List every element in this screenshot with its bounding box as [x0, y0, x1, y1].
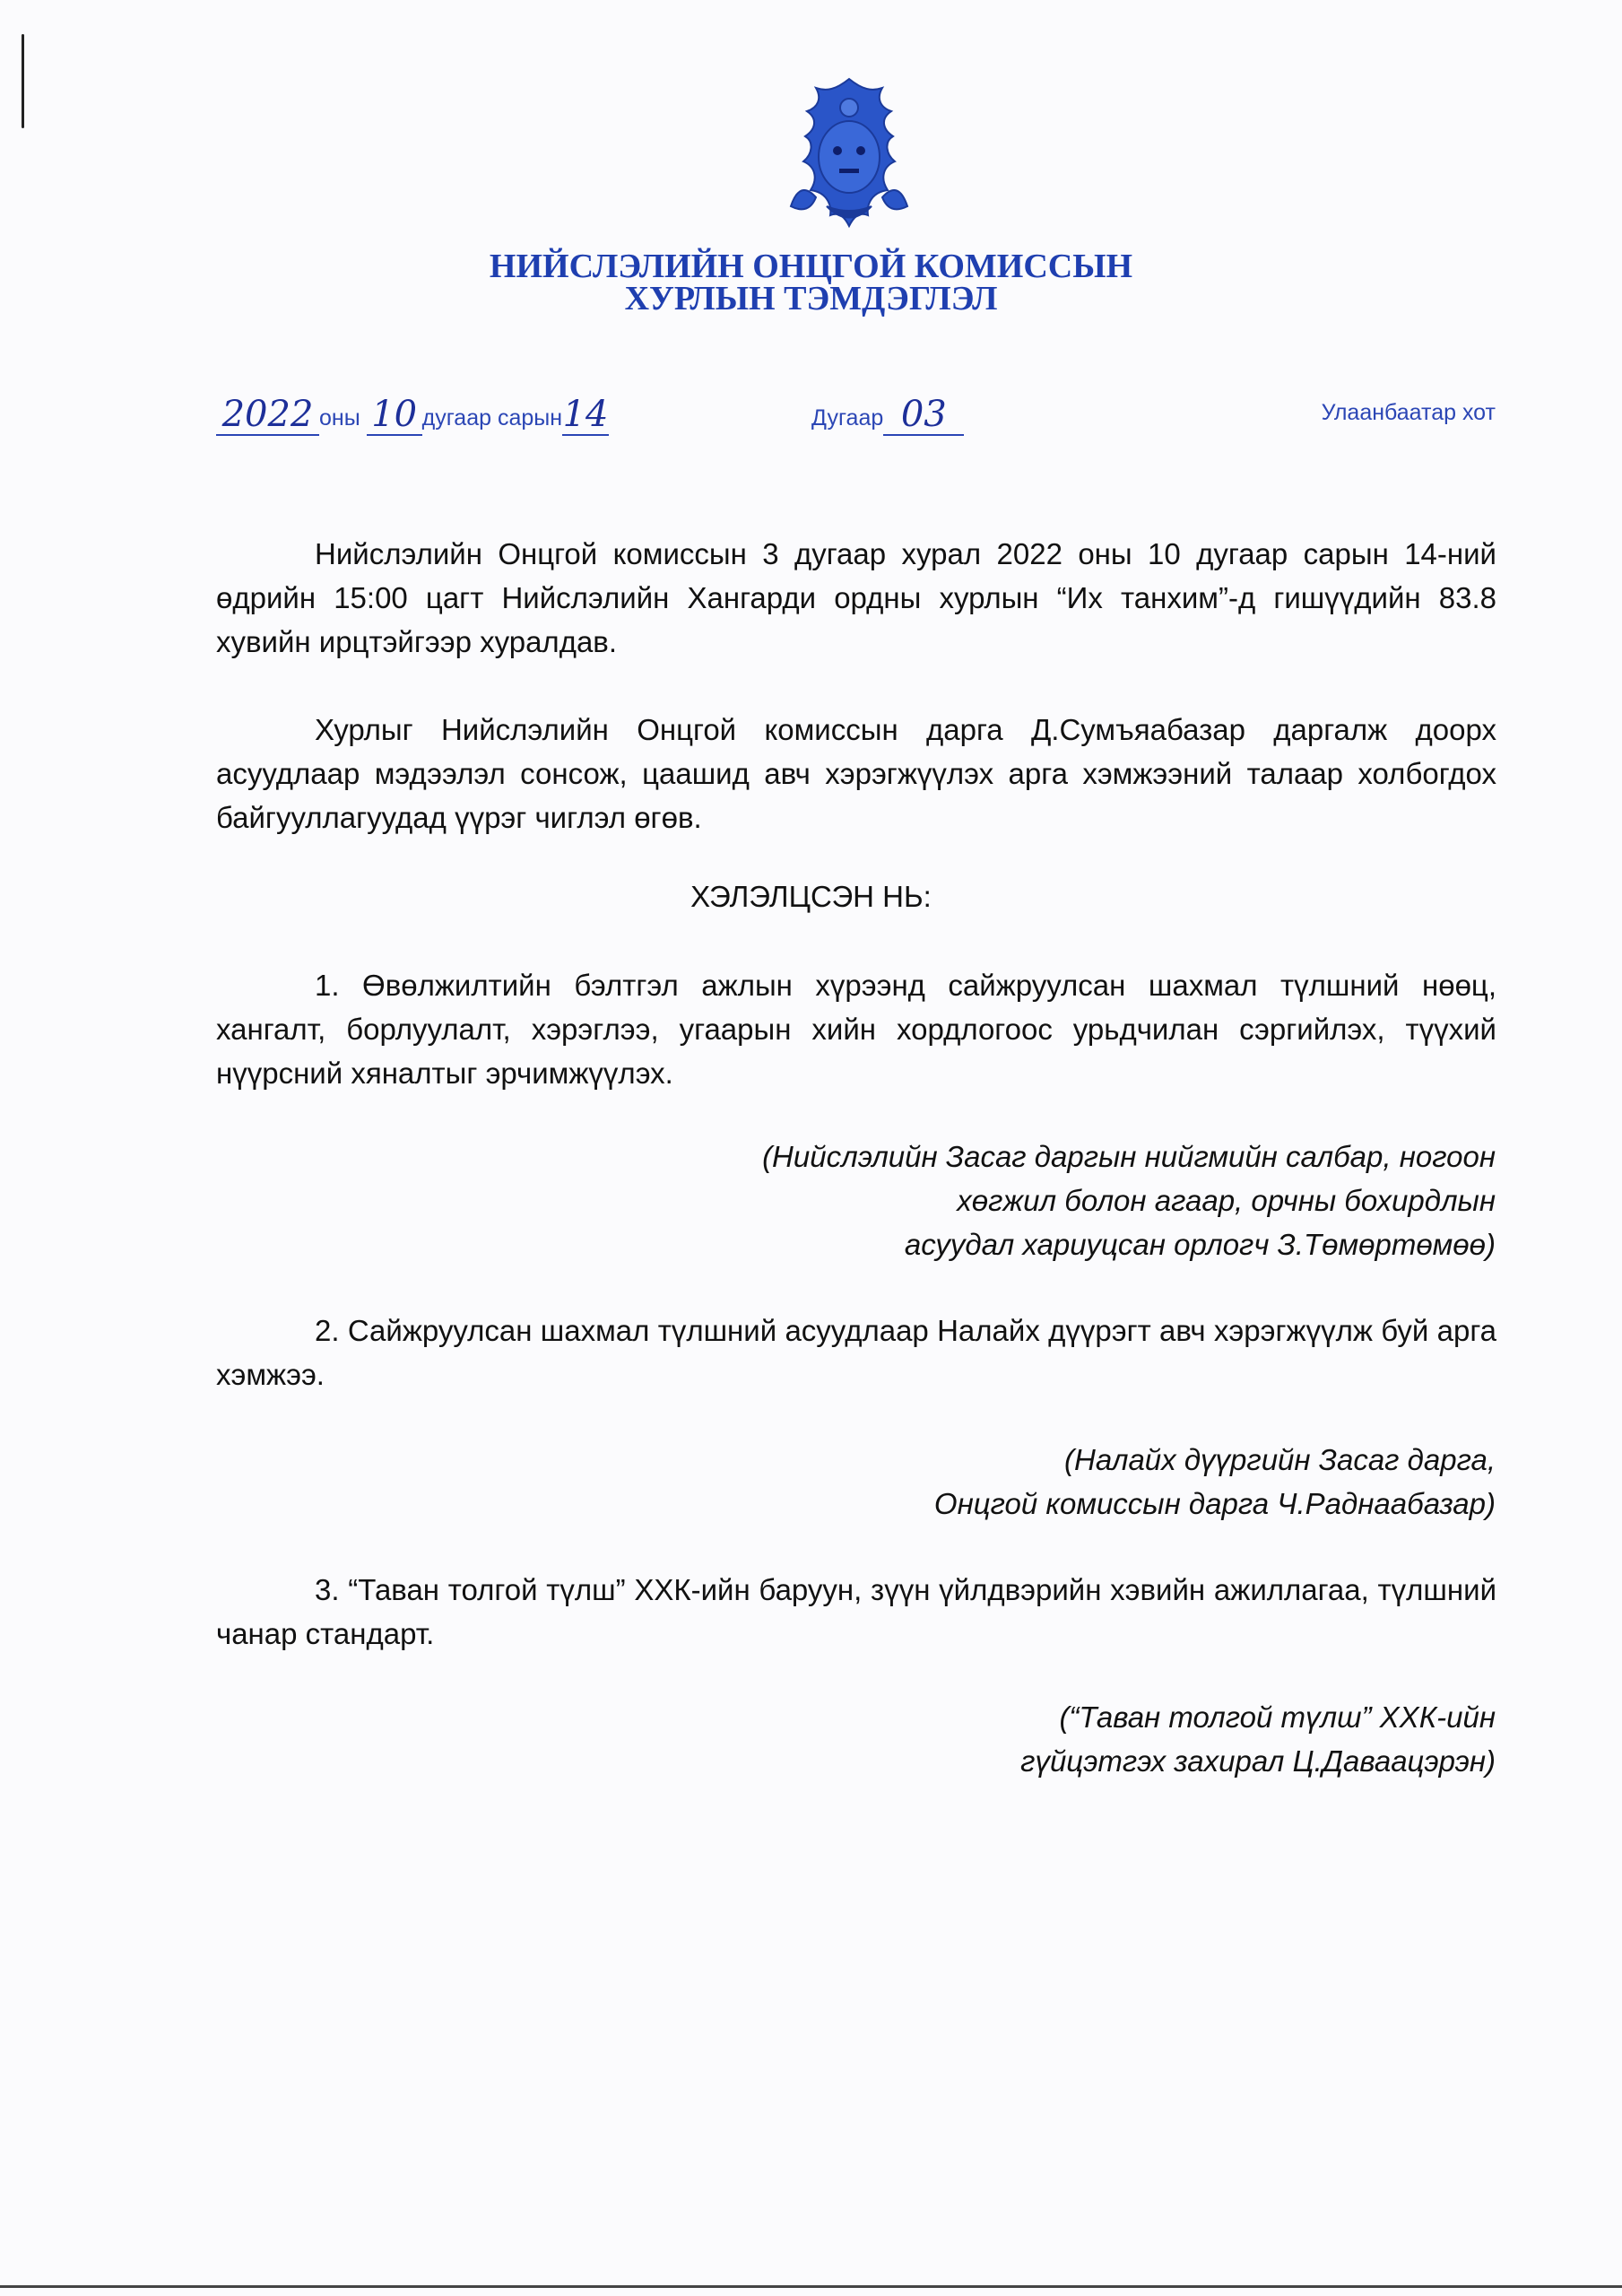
number-line	[811, 395, 964, 439]
date-month: 10	[367, 395, 422, 436]
page-bottom-edge	[0, 2285, 1622, 2288]
responsible-1: (Нийслэлийн Засаг даргын нийгмийн салбар, ногоон хөгжил болон агаар, орчны бохирдлын асуудал хариуцсан орлогч З.Төмөртөмөө)	[762, 1140, 1496, 1261]
year-suffix: оны	[319, 405, 360, 430]
state-emblem-icon	[773, 72, 925, 242]
responsible-3: (“Таван толгой түлш” ХХК-ийн гүйцэтгэх захирал Ц.Даваацэрэн)	[1020, 1700, 1496, 1778]
month-suffix: дугаар сарын	[421, 405, 563, 430]
org-title-line1: НИЙСЛЭЛИЙН ОНЦГОЙ КОМИССЫН	[489, 248, 1133, 285]
paragraph-intro: Нийслэлийн Онцгой комиссын 3 дугаар хурал 2022 оны 10 дугаар сарын 14-ний өдрийн 15:00 цагт Нийслэлийн Хангарди ордны хурлын “Их танхим”-д гишүүдийн 83.8 хувийн ирцтэйгээр хуралдав.	[216, 537, 1496, 658]
staple-mark	[22, 34, 24, 128]
agenda-item-1: 1. Өвөлжилтийн бэлтгэл ажлын хүрээнд сайжруулсан шахмал түлшний нөөц, хангалт, борлуулалт, хэрэглээ, угаарын хийн хордлогоос урьдчилан сэргийлэх, түүхий нүүрсний хяналтыг эрчимжүүлэх.	[216, 969, 1496, 1090]
date-day: 14	[562, 394, 609, 435]
paragraph-chair: Хурлыг Нийслэлийн Онцгой комиссын дарга Д.Сумъяабазар даргалж доорх асуудлаар мэдээлэл сонсож, цаашид авч хэрэгжүүлэх арга хэмжээний талаар холбогдох байгууллагуудад үүрэг чиглэл өгөв.	[216, 713, 1496, 834]
agenda-item-3: 3. “Таван толгой түлш” ХХК-ийн баруун, зүүн үйлдвэрийн хэвийн ажиллагаа, түлшний чанар стандарт.	[216, 1573, 1496, 1650]
date-line	[216, 395, 609, 439]
agenda-item-2: 2. Сайжруулсан шахмал түлшний асуудлаар Налайх дүүрэгт авч хэрэгжүүлж буй арга хэмжээ.	[216, 1314, 1496, 1391]
responsible-2: (Налайх дүүргийн Засаг дарга, Онцгой комиссын дарга Ч.Раднаабазар)	[933, 1443, 1496, 1520]
place: Улаанбаатар хот	[1321, 400, 1496, 425]
section-heading: ХЭЛЭЛЦСЭН НЬ:	[690, 880, 932, 913]
number-label: Дугаар	[811, 405, 884, 430]
document-number: 03	[883, 395, 964, 436]
org-title-line2: ХУРЛЫН ТЭМДЭГЛЭЛ	[624, 280, 998, 317]
date-year: 2022	[216, 395, 319, 436]
